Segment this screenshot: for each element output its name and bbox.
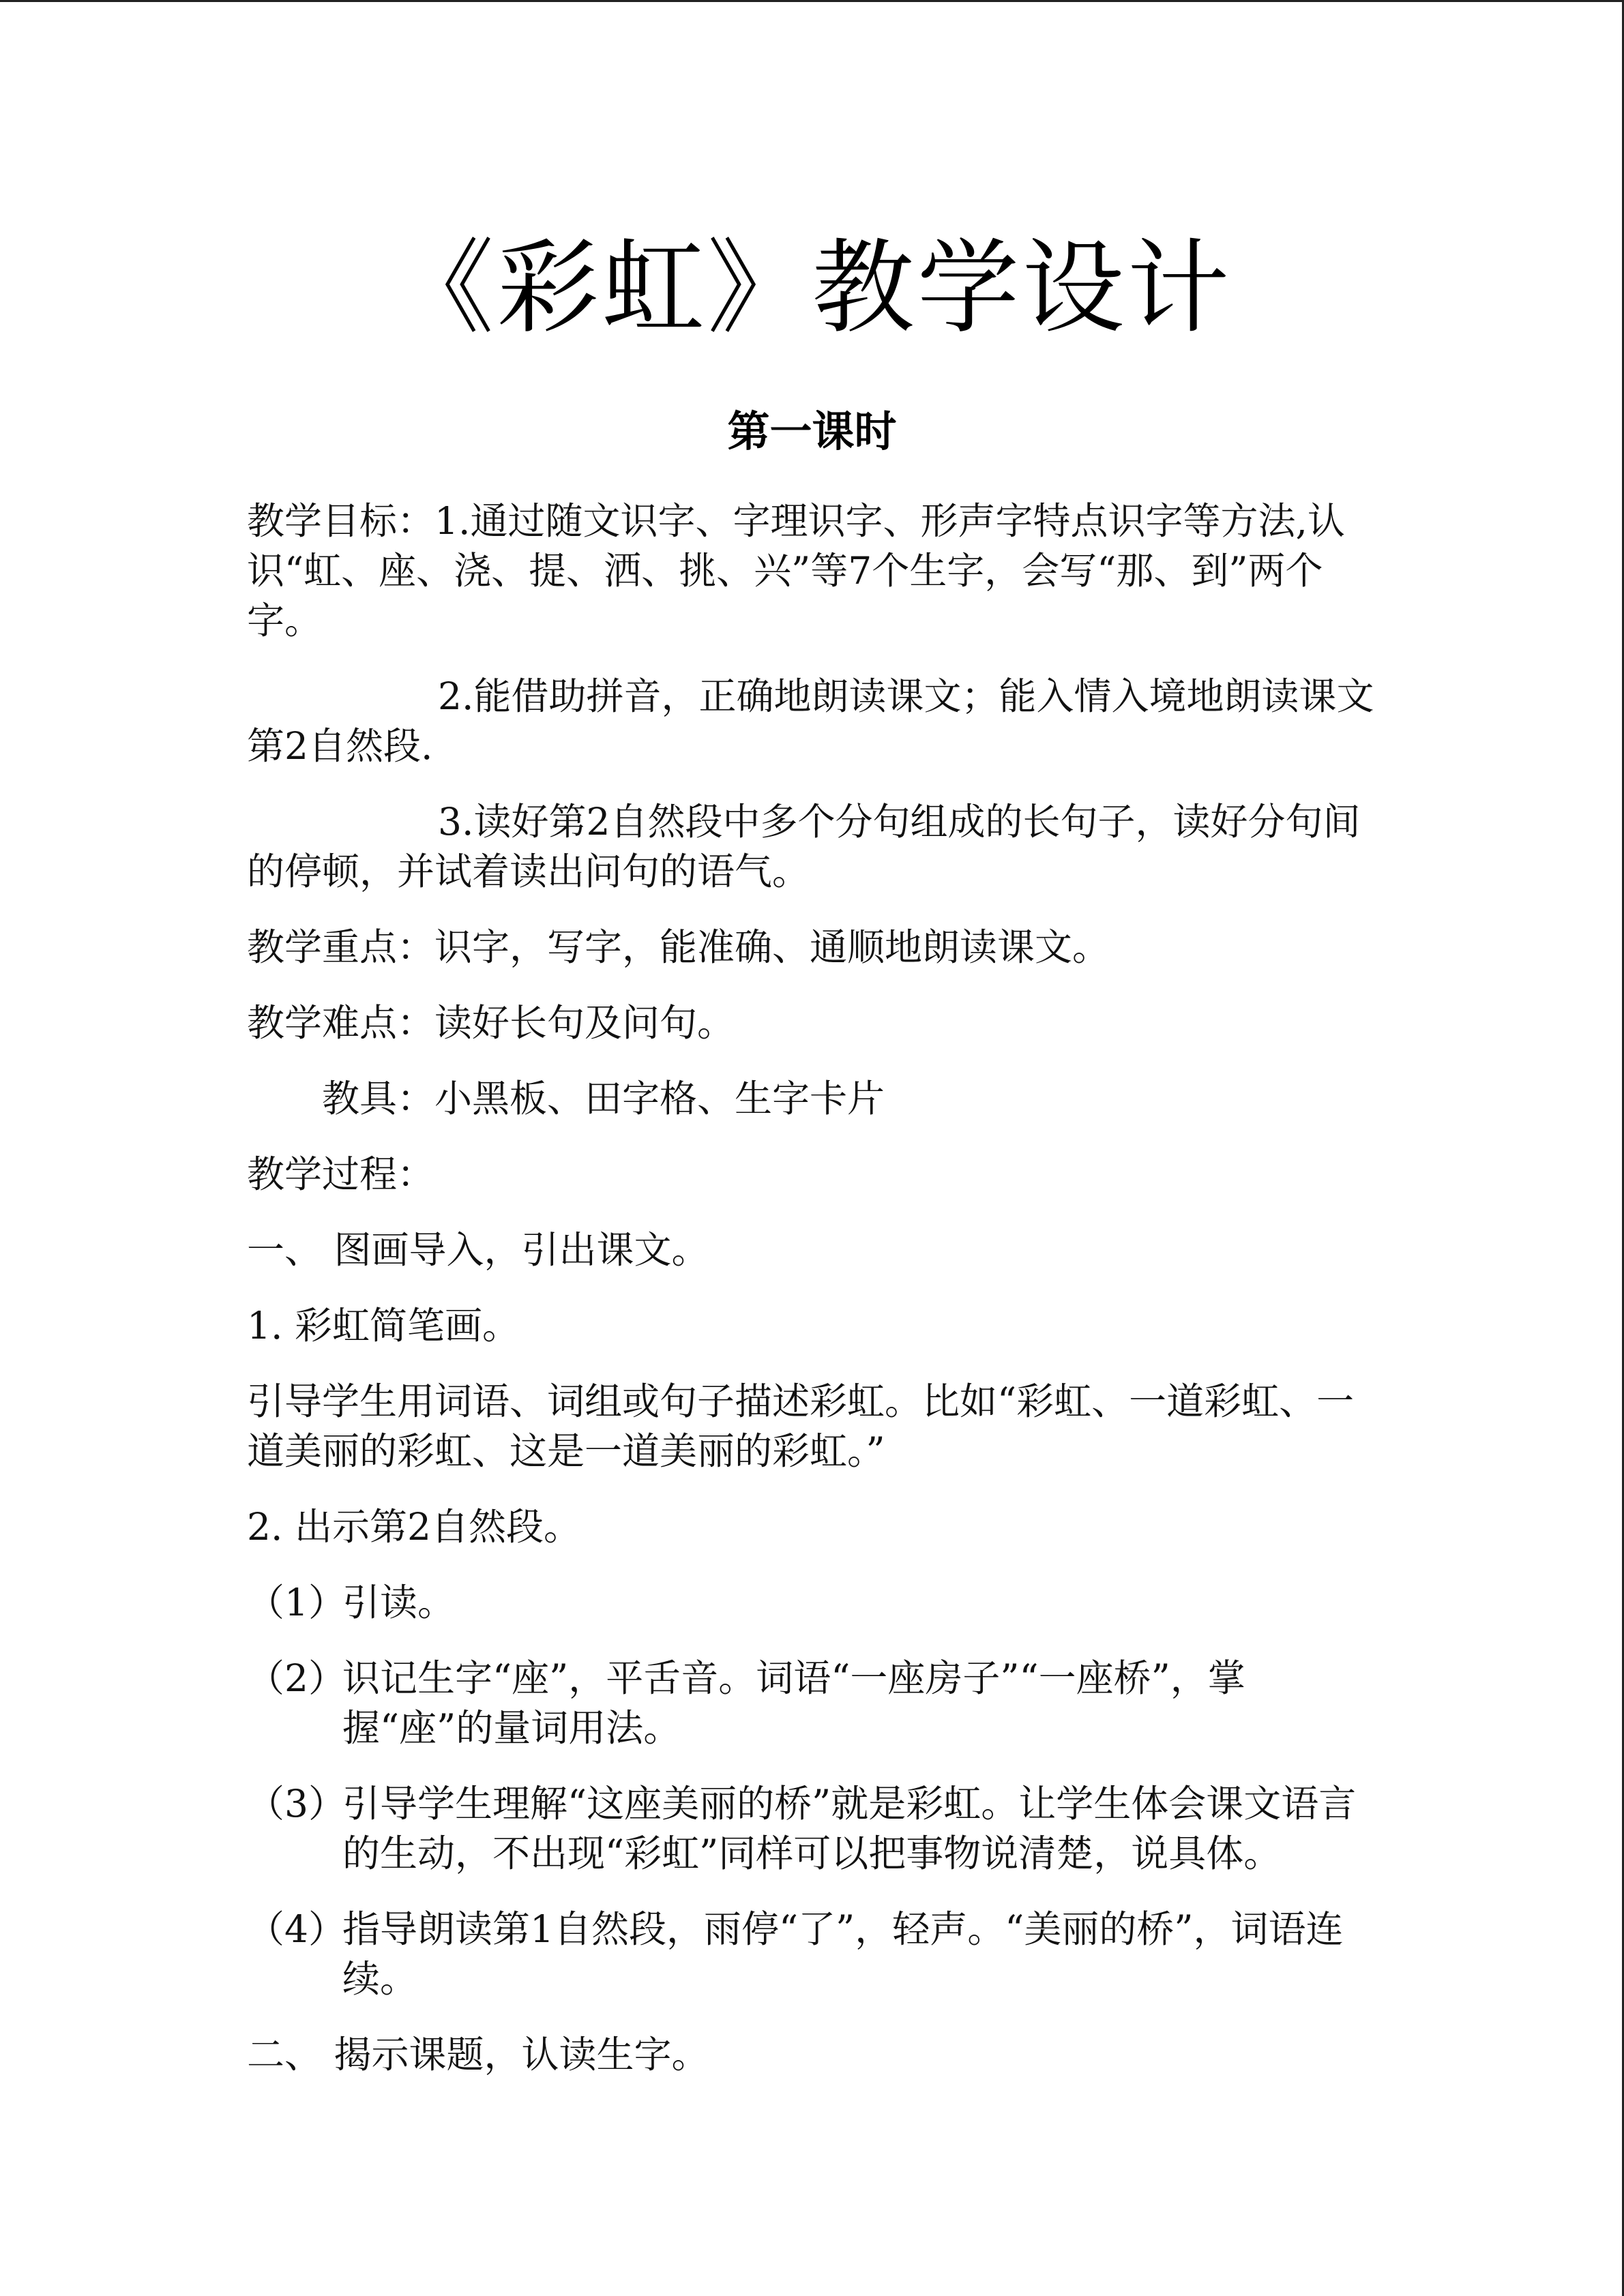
sub-item-number: （1） bbox=[247, 1581, 346, 1624]
sub-item-3 bbox=[247, 1779, 1379, 1879]
teaching-goal-3: 3.读好第2自然段中多个分句组成的长句子，读好分句间的停顿，并试着读出问句的语气。 bbox=[247, 800, 1361, 893]
sub-item-text: 识记生字“座”，平舌音。词语“一座房子”“一座桥”，掌握“座”的量词用法。 bbox=[342, 1656, 1245, 1750]
teaching-difficulty: 教学难点：读好长句及问句。 bbox=[247, 1001, 735, 1045]
sub-item-text: 引读。 bbox=[342, 1581, 456, 1624]
sub-item-number: （3） bbox=[247, 1782, 346, 1825]
teaching-goal-1: 教学目标：1.通过随文识字、字理识字、形声字特点识字等方法,认识“虹、座、浇、提、洒、挑、兴”等7个生字，会写“那、到”两个字。 bbox=[247, 499, 1345, 642]
teaching-key-point: 教学重点：识字，写字，能准确、通顺地朗读课文。 bbox=[247, 925, 1110, 969]
list-item-1: 1. 彩虹简笔画。 bbox=[247, 1304, 520, 1347]
lesson-subtitle: 第一课时 bbox=[727, 406, 897, 456]
section-heading-2: 二、 揭示课题，认读生字。 bbox=[247, 2033, 709, 2076]
teaching-goal-2: 2.能借助拼音，正确地朗读课文；能入情入境地朗读课文第2自然段. bbox=[247, 674, 1374, 768]
sub-item-4 bbox=[247, 1905, 1379, 2004]
teaching-process-heading: 教学过程： bbox=[247, 1152, 435, 1196]
sub-item-text: 引导学生理解“这座美丽的桥”就是彩虹。让学生体会课文语言的生动，不出现“彩虹”同样可以把事物说清楚，说具体。 bbox=[342, 1782, 1357, 1875]
sub-item-text: 指导朗读第1自然段，雨停“了”，轻声。“美丽的桥”，词语连续。 bbox=[342, 1907, 1344, 2001]
section-heading-1: 一、 图画导入，引出课文。 bbox=[247, 1228, 709, 1272]
document-body bbox=[247, 496, 1379, 2106]
teaching-tools: 教具：小黑板、田字格、生字卡片 bbox=[322, 1077, 885, 1120]
sub-item-number: （4） bbox=[247, 1907, 346, 1951]
list-item-2: 2. 出示第2自然段。 bbox=[247, 1505, 581, 1549]
document-title: 《彩虹》教学设计 bbox=[392, 229, 1232, 348]
sub-item-2 bbox=[247, 1654, 1379, 1753]
sub-item-1 bbox=[247, 1578, 1379, 1628]
sub-item-number: （2） bbox=[247, 1656, 346, 1700]
guide-paragraph: 引导学生用词语、词组或句子描述彩虹。比如“彩虹、一道彩虹、一道美丽的彩虹、这是一道美丽的彩虹。” bbox=[247, 1380, 1355, 1473]
